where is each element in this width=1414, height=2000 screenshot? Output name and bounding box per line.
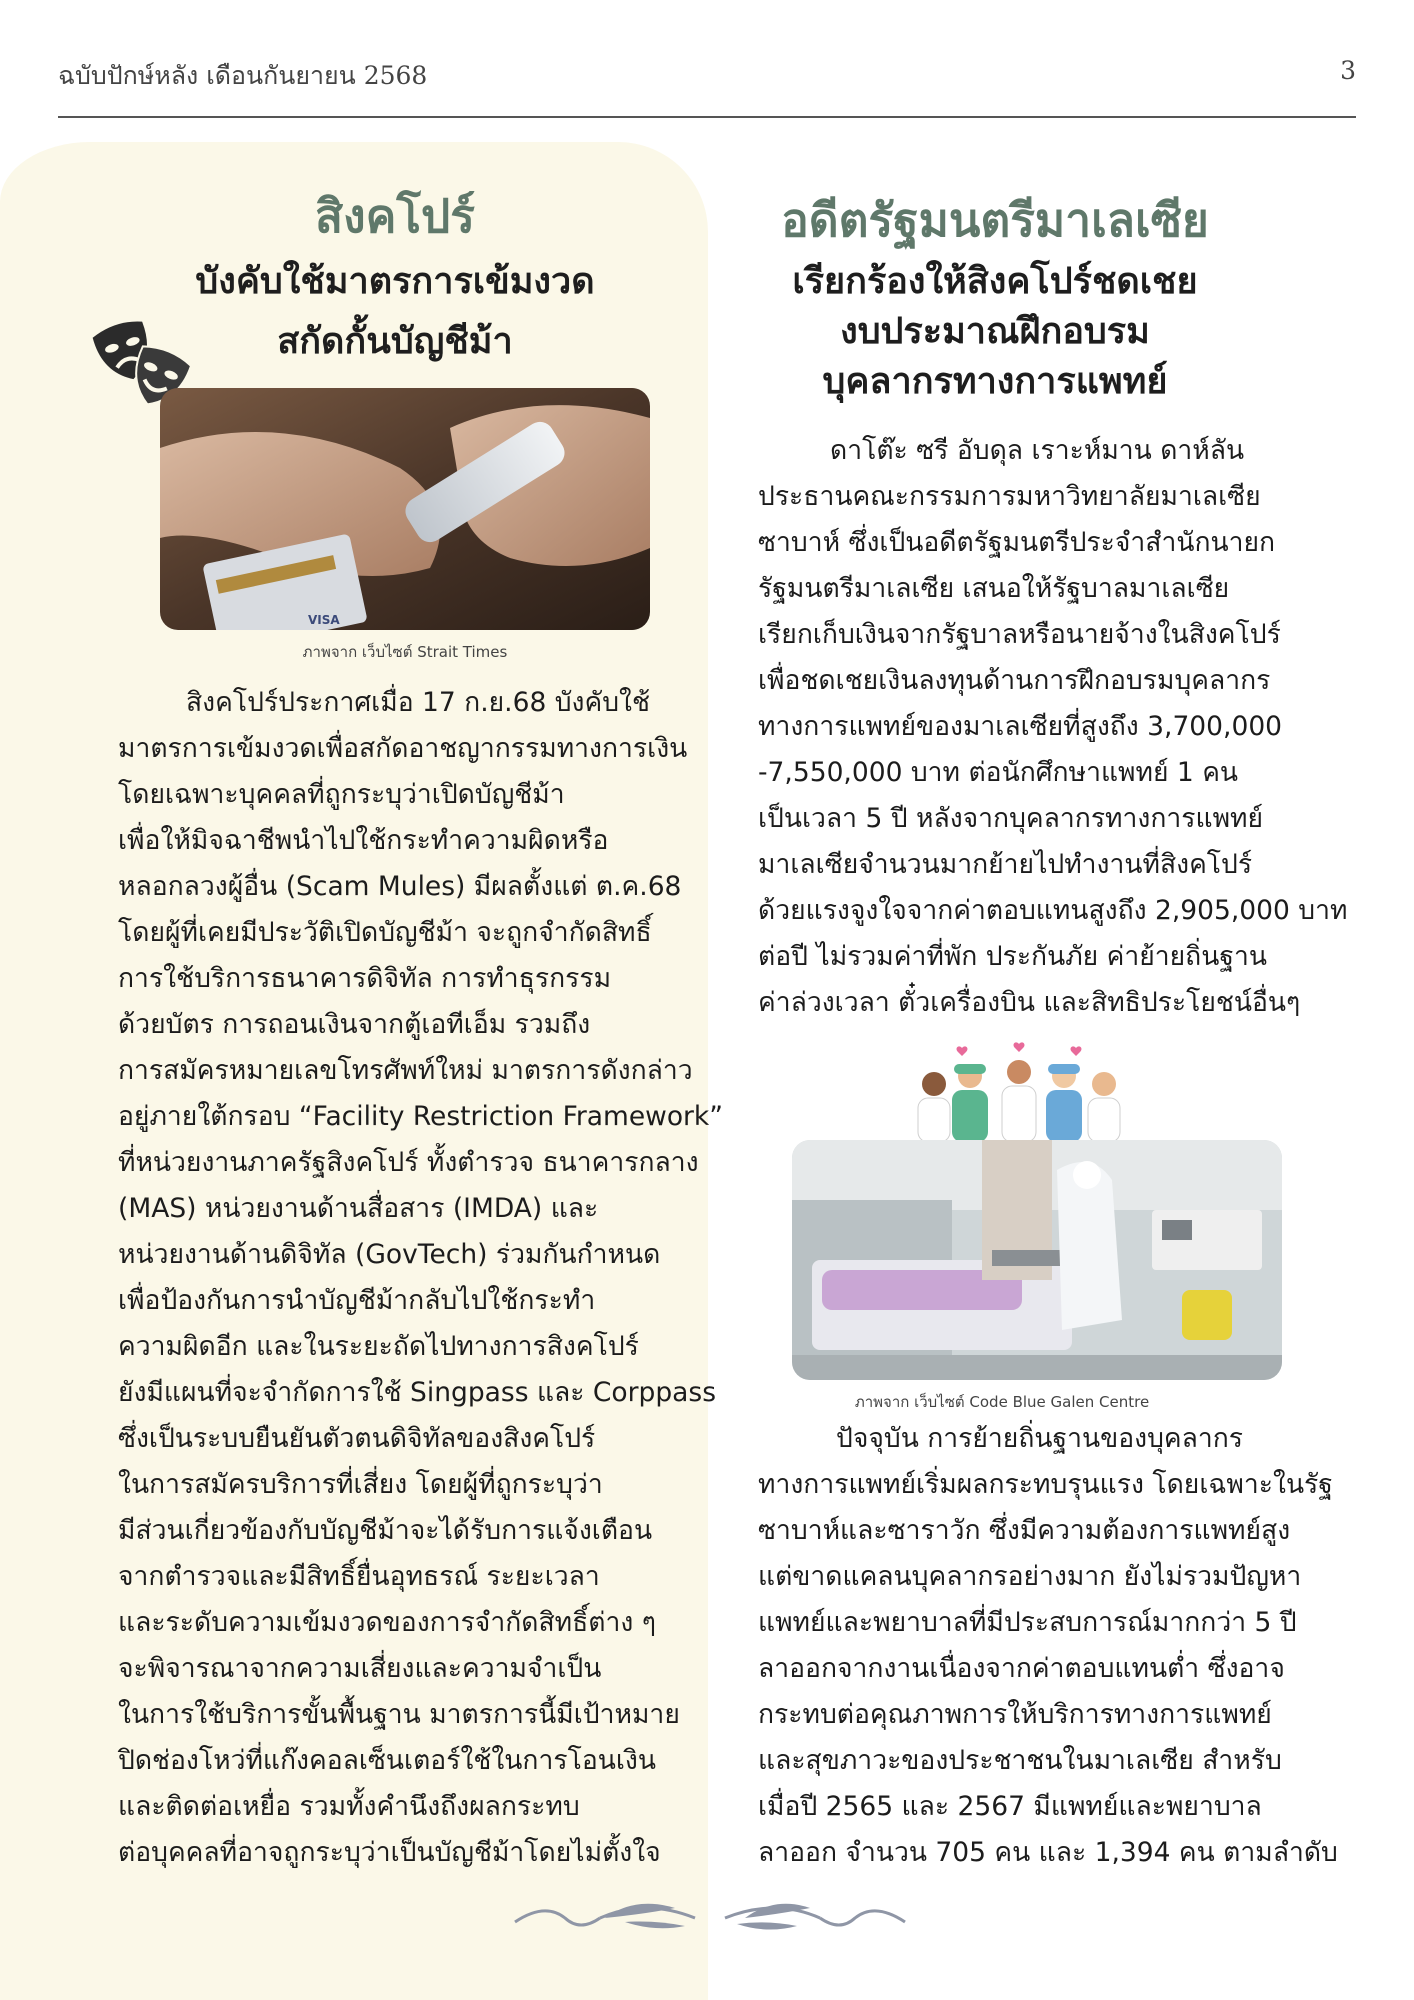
right-photo-caption: ภาพจาก เว็บไซต์ Code Blue Galen Centre [854, 1393, 1150, 1411]
body-line: ค่าล่วงเวลา ตั๋วเครื่องบิน และสิทธิประโยชน์อื่นๆ [758, 987, 1301, 1018]
body-line: การใช้บริการธนาคารดิจิทัล การทำธุรกรรม [118, 963, 612, 994]
body-line: และสุขภาวะของประชาชนในมาเลเซีย สำหรับ [758, 1745, 1282, 1776]
body-line: ที่หน่วยงานภาครัฐสิงคโปร์ ทั้งตำรวจ ธนาคารกลาง [118, 1147, 699, 1178]
body-line: ความผิดอีก และในระยะถัดไปทางการสิงคโปร์ [118, 1331, 639, 1362]
left-photo-caption: ภาพจาก เว็บไซต์ Strait Times [302, 643, 508, 661]
issue-title: ฉบับปักษ์หลัง เดือนกันยายน 2568 [58, 61, 428, 90]
body-line: (MAS) หน่วยงานด้านสื่อสาร (IMDA) และ [118, 1193, 599, 1224]
body-line: เรียกเก็บเงินจากรัฐบาลหรือนายจ้างในสิงคโปร์ [758, 619, 1281, 650]
body-line: เมื่อปี 2565 และ 2567 มีแพทย์และพยาบาล [758, 1791, 1262, 1822]
right-subheadline-2: งบประมาณฝึกอบรม [840, 311, 1150, 352]
body-line: ยังมีแผนที่จะจำกัดการใช้ Singpass และ Corppass [118, 1377, 717, 1408]
body-line: ทางการแพทย์ของมาเลเซียที่สูงถึง 3,700,000 [758, 711, 1283, 742]
body-line: ลาออกจากงานเนื่องจากค่าตอบแทนต่ำ ซึ่งอาจ [758, 1653, 1285, 1684]
body-line: โดยผู้ที่เคยมีประวัติเปิดบัญชีม้า จะถูกจำกัดสิทธิ์ [118, 917, 652, 948]
right-subheadline-1: เรียกร้องให้สิงคโปร์ชดเชย [792, 261, 1198, 302]
body-line: โดยเฉพาะบุคคลที่ถูกระบุว่าเปิดบัญชีม้า [118, 779, 565, 810]
body-line: และระดับความเข้มงวดของการจำกัดสิทธิ์ต่าง ๆ [118, 1607, 656, 1638]
body-line: มาเลเซียจำนวนมากย้ายไปทำงานที่สิงคโปร์ [758, 849, 1253, 880]
body-line: เพื่อชดเชยเงินลงทุนด้านการฝึกอบรมบุคลากร [758, 665, 1271, 696]
body-line: ด้วยแรงจูงใจจากค่าตอบแทนสูงถึง 2,905,000 บาท [758, 895, 1348, 926]
body-line: ปิดช่องโหว่ที่แก๊งคอลเซ็นเตอร์ใช้ในการโอนเงิน [118, 1745, 656, 1776]
body-line: กระทบต่อคุณภาพการให้บริการทางการแพทย์ [758, 1699, 1272, 1730]
body-line: ต่อบุคคลที่อาจถูกระบุว่าเป็นบัญชีม้าโดยไม่ตั้งใจ [118, 1837, 661, 1868]
body-line: อยู่ภายใต้กรอบ “Facility Restriction Framework” [118, 1101, 723, 1132]
right-article-body-2 [758, 1416, 1338, 1876]
body-line: เป็นเวลา 5 ปี หลังจากบุคลากรทางการแพทย์ [758, 803, 1264, 834]
body-line: แต่ขาดแคลนบุคลากรอย่างมาก ยังไม่รวมปัญหา [758, 1561, 1302, 1592]
body-line: ซาบาห์และซาราวัก ซึ่งมีความต้องการแพทย์สูง [758, 1515, 1291, 1546]
right-photo-hospital-ward [792, 1140, 1282, 1380]
right-headline: อดีตรัฐมนตรีมาเลเซีย [781, 193, 1209, 247]
body-line: แพทย์และพยาบาลที่มีประสบการณ์มากกว่า 5 ปี [758, 1607, 1297, 1638]
page-header [58, 52, 1356, 118]
right-article-body-1 [758, 428, 1348, 1026]
visa-card-text: VISA [308, 613, 340, 627]
body-line: ในการใช้บริการขั้นพื้นฐาน มาตรการนี้มีเป้าหมาย [118, 1699, 680, 1730]
body-line: จากตำรวจและมีสิทธิ์ยื่นอุทธรณ์ ระยะเวลา [118, 1561, 600, 1592]
body-line: เพื่อให้มิจฉาชีพนำไปใช้กระทำความผิดหรือ [118, 825, 609, 856]
body-line: รัฐมนตรีมาเลเซีย เสนอให้รัฐบาลมาเลเซีย [758, 573, 1230, 604]
body-line: ด้วยบัตร การถอนเงินจากตู้เอทีเอ็ม รวมถึง [118, 1009, 591, 1040]
body-line: หน่วยงานด้านดิจิทัล (GovTech) ร่วมกันกำหนด [118, 1239, 661, 1270]
body-line: หลอกลวงผู้อื่น (Scam Mules) มีผลตั้งแต่ ต.ค.68 [118, 871, 682, 902]
body-line: และติดต่อเหยื่อ รวมทั้งคำนึงถึงผลกระทบ [118, 1791, 580, 1822]
body-line: ทางการแพทย์เริ่มผลกระทบรุนแรง โดยเฉพาะในรัฐ [758, 1469, 1333, 1500]
body-line: มาตรการเข้มงวดเพื่อสกัดอาชญากรรมทางการเงิน [118, 733, 688, 764]
body-line: ลาออก จำนวน 705 คน และ 1,394 คน ตามลำดับ [758, 1837, 1338, 1868]
body-line: การสมัครหมายเลขโทรศัพท์ใหม่ มาตรการดังกล่าว [118, 1055, 693, 1086]
body-line: สิงคโปร์ประกาศเมื่อ 17 ก.ย.68 บังคับใช้ [186, 687, 650, 718]
right-subheadline-3: บุคลากรทางการแพทย์ [822, 361, 1168, 402]
body-line: มีส่วนเกี่ยวข้องกับบัญชีม้าจะได้รับการแจ้งเตือน [118, 1515, 653, 1546]
body-line: ซึ่งเป็นระบบยืนยันตัวตนดิจิทัลของสิงคโปร์ [118, 1423, 596, 1454]
body-line: ปัจจุบัน การย้ายถิ่นฐานของบุคลากร [836, 1423, 1244, 1454]
leaf-flourish-icon [505, 1888, 915, 1948]
left-photo-hands-phone [160, 388, 650, 630]
body-line: ซาบาห์ ซึ่งเป็นอดีตรัฐมนตรีประจำสำนักนายก [758, 527, 1276, 558]
left-article-body [118, 680, 723, 1876]
body-line: ประธานคณะกรรมการมหาวิทยาลัยมาเลเซีย [758, 481, 1261, 512]
page-number: 3 [1340, 56, 1356, 85]
body-line: ดาโต๊ะ ซรี อับดุล เราะห์มาน ดาห์ลัน [830, 435, 1245, 466]
body-line: ในการสมัครบริการที่เสี่ยง โดยผู้ที่ถูกระบุว่า [118, 1469, 603, 1500]
body-line: เพื่อป้องกันการนำบัญชีม้ากลับไปใช้กระทำ [118, 1285, 596, 1316]
body-line: จะพิจารณาจากความเสี่ยงและความจำเป็น [118, 1653, 602, 1684]
left-headline: สิงคโปร์ [315, 189, 475, 243]
left-subheadline-2: สกัดกั้นบัญชีม้า [277, 321, 513, 362]
body-line: -7,550,000 บาท ต่อนักศึกษาแพทย์ 1 คน [758, 757, 1239, 788]
medical-staff-icon [912, 1040, 1126, 1144]
left-subheadline-1: บังคับใช้มาตรการเข้มงวด [195, 261, 595, 302]
body-line: ต่อปี ไม่รวมค่าที่พัก ประกันภัย ค่าย้ายถิ่นฐาน [758, 941, 1267, 972]
